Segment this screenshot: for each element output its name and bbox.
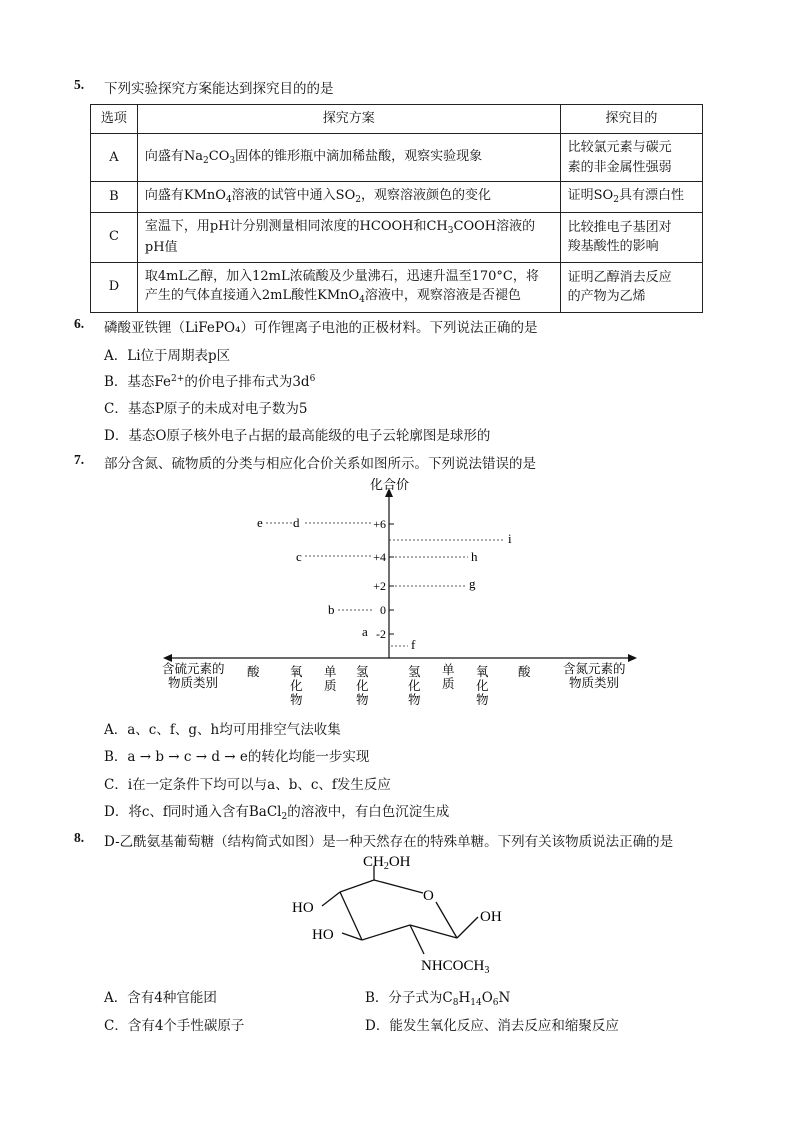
category-label: 物	[356, 693, 369, 707]
table-row	[91, 212, 703, 262]
q7-option-c: C．i在一定条件下均可以与a、b、c、f发生反应	[104, 777, 391, 793]
table-row	[91, 262, 703, 312]
q8-option-b: B．分子式为$C_8H_{14}O_6N$	[365, 990, 511, 1008]
point-i: i	[508, 531, 512, 546]
category-label: 化	[476, 679, 489, 693]
q8-number: 8.	[74, 830, 85, 845]
x-axis-left-arrow	[163, 654, 172, 662]
point-c: c	[296, 549, 302, 564]
y-axis-title: 化合价	[370, 477, 410, 492]
tick-label: 0	[380, 603, 386, 617]
q7-option-a: A．a、c、f、g、h均可用排空气法收集	[104, 722, 341, 738]
ch2oh-group: $CH_2OH$	[363, 854, 411, 872]
category-label: 化	[356, 679, 369, 693]
header-goal: 探究目的	[560, 105, 702, 134]
q6-option-b: B．基态$Fe^{2+}$的价电子排布式为$3d^6$	[104, 374, 316, 390]
point-b: b	[328, 602, 335, 617]
q7-stem: 部分含氮、硫物质的分类与相应化合价关系如图所示。下列说法错误的是	[104, 456, 536, 472]
category-label: 酸	[518, 665, 531, 679]
category-label: 化	[408, 679, 421, 693]
table-header-row	[91, 105, 703, 134]
row-option: C	[91, 212, 138, 262]
category-label: 单	[442, 663, 455, 677]
table-row	[91, 134, 703, 182]
q8-option-a: A．含有4种官能团	[104, 990, 217, 1006]
q8-option-c: C．含有4个手性碳原子	[104, 1018, 245, 1034]
valence-diagram	[0, 470, 793, 710]
row-option: D	[91, 262, 138, 312]
q5-table	[90, 104, 703, 313]
hydroxyl-group: HO	[312, 927, 334, 943]
hydroxyl-group: HO	[292, 900, 314, 916]
structure-diagram	[0, 850, 793, 975]
q6-stem: 磷酸亚铁锂（LiFePO₄）可作锂离子电池的正极材料。下列说法正确的是	[104, 320, 538, 336]
row-goal: 比较氯元素与碳元 素的非金属性强弱	[560, 134, 702, 182]
category-label: 氢	[356, 665, 369, 679]
hydroxyl-group: OH	[480, 909, 502, 925]
category-label: 质	[442, 677, 455, 691]
tick-label: -2	[376, 627, 386, 641]
point-f: f	[411, 637, 416, 652]
category-label: 物	[290, 693, 303, 707]
row-goal: 证明乙醇消去反应 的产物为乙烯	[560, 262, 702, 312]
q6-option-a: A．Li位于周期表p区	[104, 348, 231, 364]
point-h: h	[471, 549, 478, 564]
category-label: 物	[408, 693, 421, 707]
point-g: g	[469, 576, 476, 591]
row-plan: 向盛有KMnO$_4$溶液的试管中通入$SO_2$，观察溶液颜色的变化	[137, 182, 560, 213]
row-option: B	[91, 182, 138, 213]
point-d: d	[293, 515, 300, 530]
q6-number: 6.	[74, 316, 85, 331]
category-label: 物	[476, 693, 489, 707]
row-plan: 取4mL乙醇，加入12mL浓硫酸及少量沸石，迅速升温至170°C，将 产生的气体直接通入2mL酸性KMnO$_4$溶液中，观察溶液是否褪色	[137, 262, 560, 312]
row-plan: 向盛有$Na_2CO_3$固体的锥形瓶中滴加稀盐酸，观察实验现象	[137, 134, 560, 182]
left-axis-label: 含硫元素的	[162, 662, 225, 676]
right-axis-label: 物质类别	[569, 676, 620, 690]
table-row	[91, 182, 703, 213]
tick-label: +4	[373, 550, 386, 564]
q7-option-b: B．a → b → c → d → e的转化均能一步实现	[104, 749, 370, 765]
category-label: 酸	[247, 665, 260, 679]
q8-stem: D-乙酰氨基葡萄糖（结构简式如图）是一种天然存在的特殊单糖。下列有关该物质说法正确的是	[104, 834, 674, 850]
category-label: 氢	[408, 665, 421, 679]
x-axis-right-arrow	[628, 654, 637, 662]
row-option: A	[91, 134, 138, 182]
row-goal: 比较推电子基团对 羧基酸性的影响	[560, 212, 702, 262]
q5-stem: 下列实验探究方案能达到探究目的的是	[104, 81, 334, 97]
left-axis-label: 物质类别	[168, 676, 219, 690]
tick-label: +2	[373, 579, 386, 593]
q8-option-d: D．能发生氧化反应、消去反应和缩聚反应	[365, 1018, 619, 1034]
q7-number: 7.	[74, 452, 85, 467]
q7-option-d: D．将c、f同时通入含有BaCl$_2$的溶液中，有白色沉淀生成	[104, 804, 450, 822]
q6-option-c: C．基态P原子的未成对电子数为5	[104, 401, 308, 417]
ring-oxygen: O	[423, 888, 434, 904]
category-label: 化	[290, 679, 303, 693]
header-option: 选项	[91, 105, 138, 134]
category-label: 氧	[476, 665, 489, 679]
tick-label: +6	[373, 517, 386, 531]
right-axis-label: 含氮元素的	[563, 662, 626, 676]
header-plan: 探究方案	[137, 105, 560, 134]
point-e: e	[257, 515, 263, 530]
category-label: 单	[324, 665, 337, 679]
point-a: a	[362, 624, 368, 639]
row-plan: 室温下，用pH计分别测量相同浓度的HCOOH和$CH_3COOH$溶液的 pH值	[137, 212, 560, 262]
category-label: 氧	[290, 665, 303, 679]
q5-number: 5.	[74, 77, 85, 92]
q6-option-d: D．基态O原子核外电子占据的最高能级的电子云轮廓图是球形的	[104, 428, 491, 444]
acetamido-group: $NHCOCH_3$	[421, 958, 490, 975]
category-label: 质	[324, 679, 337, 693]
row-goal: 证明$SO_2$具有漂白性	[560, 182, 702, 213]
